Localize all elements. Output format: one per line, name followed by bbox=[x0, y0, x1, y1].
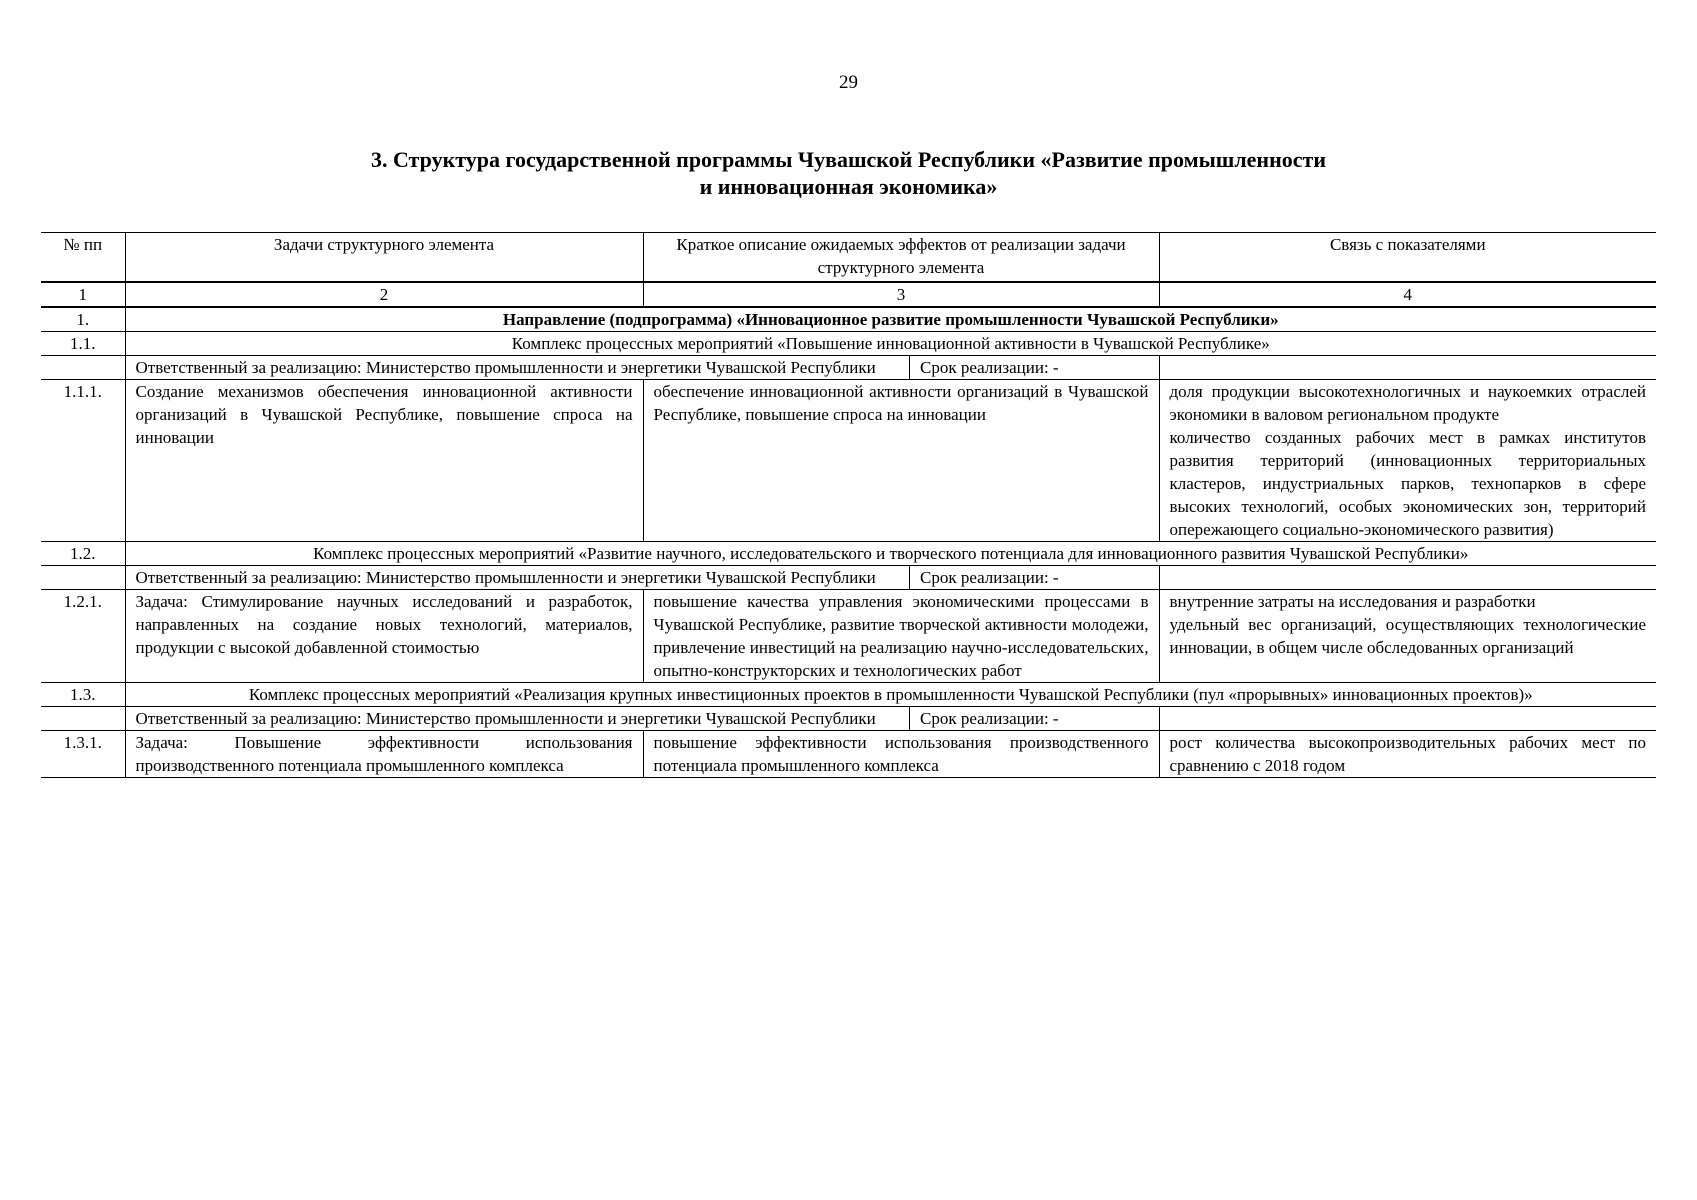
complex-title: Комплекс процессных мероприятий «Развитие научного, исследовательского и творческого потенциала для инновационного развития Чувашской Республики» bbox=[125, 542, 1656, 566]
term-cell bbox=[1159, 356, 1656, 380]
effect-text: обеспечение инновационной активности организаций в Чувашской Республике, повышение спроса на инновации bbox=[643, 380, 1159, 542]
task-text: Задача: Повышение эффективности использования производственного потенциала промышленного комплекса bbox=[125, 731, 643, 778]
indicators-cell bbox=[1159, 731, 1656, 778]
complex-title: Комплекс процессных мероприятий «Повышение инновационной активности в Чувашской Республике» bbox=[125, 332, 1656, 356]
effect-text: повышение эффективности использования производственного потенциала промышленного комплекса bbox=[643, 731, 1159, 778]
title-line-1: 3. Структура государственной программы Чувашской Республики «Развитие промышленности bbox=[370, 147, 1327, 172]
task-row bbox=[41, 380, 1656, 542]
complex-num: 1.2. bbox=[41, 542, 125, 566]
responsible-cell: Ответственный за реализацию: Министерство промышленности и энергетики Чувашской Республики bbox=[125, 566, 1159, 590]
direction-num: 1. bbox=[41, 307, 125, 332]
indicator-item: внутренние затраты на исследования и разработки bbox=[1169, 592, 1536, 611]
header-num: № пп bbox=[41, 233, 125, 283]
page-number: 29 bbox=[839, 72, 858, 93]
task-num: 1.1.1. bbox=[41, 380, 125, 542]
responsible-cell: Ответственный за реализацию: Министерство промышленности и энергетики Чувашской Республики bbox=[125, 356, 1159, 380]
responsible-cell: Ответственный за реализацию: Министерство промышленности и энергетики Чувашской Республики bbox=[125, 707, 1159, 731]
task-row bbox=[41, 590, 1656, 683]
term-label: Срок реализации: - bbox=[909, 566, 1059, 590]
indicators-cell bbox=[1159, 380, 1656, 542]
responsible-row bbox=[41, 356, 1656, 380]
term-cell bbox=[1159, 566, 1656, 590]
table-header-row bbox=[41, 233, 1656, 283]
complex-row bbox=[41, 542, 1656, 566]
header-indicators: Связь с показателями bbox=[1159, 233, 1656, 283]
column-number: 4 bbox=[1159, 282, 1656, 307]
structure-table bbox=[41, 232, 1656, 778]
page-title bbox=[200, 146, 1497, 200]
complex-row bbox=[41, 683, 1656, 707]
header-tasks: Задачи структурного элемента bbox=[125, 233, 643, 283]
effect-text: повышение качества управления экономическими процессами в Чувашской Республике, развитие творческой активности молодежи, привлечение инвестиций на реализацию научно-исследовательских, опытно-конструкторских и технологических работ bbox=[643, 590, 1159, 683]
task-num: 1.3.1. bbox=[41, 731, 125, 778]
responsible-row bbox=[41, 707, 1656, 731]
column-numbers-row bbox=[41, 282, 1656, 307]
empty-cell bbox=[41, 707, 125, 731]
indicator-item: рост количества высокопроизводительных рабочих мест по сравнению с 2018 годом bbox=[1169, 733, 1647, 775]
complex-num: 1.1. bbox=[41, 332, 125, 356]
column-number: 3 bbox=[643, 282, 1159, 307]
term-label: Срок реализации: - bbox=[909, 356, 1059, 380]
term-cell bbox=[1159, 707, 1656, 731]
term-label: Срок реализации: - bbox=[909, 707, 1059, 731]
indicator-item: удельный вес организаций, осуществляющих технологические инновации, в общем числе обследованных организаций bbox=[1169, 615, 1647, 657]
empty-cell bbox=[41, 356, 125, 380]
task-text: Задача: Стимулирование научных исследований и разработок, направленных на создание новых технологий, материалов, продукции с высокой добавленной стоимостью bbox=[125, 590, 643, 683]
complex-num: 1.3. bbox=[41, 683, 125, 707]
header-effects: Краткое описание ожидаемых эффектов от реализации задачи структурного элемента bbox=[643, 233, 1159, 283]
task-row bbox=[41, 731, 1656, 778]
column-number: 1 bbox=[41, 282, 125, 307]
complex-row bbox=[41, 332, 1656, 356]
task-num: 1.2.1. bbox=[41, 590, 125, 683]
responsible-row bbox=[41, 566, 1656, 590]
indicator-item: количество созданных рабочих мест в рамках институтов развития территорий (инновационных территориальных кластеров, индустриальных парков, технопарков в сфере высоких технологий, особых экономических зон, территорий опережающего социально-экономического развития) bbox=[1169, 428, 1647, 539]
task-text: Создание механизмов обеспечения инновационной активности организаций в Чувашской Республике, повышение спроса на инновации bbox=[125, 380, 643, 542]
title-line-2: и инновационная экономика» bbox=[699, 174, 998, 199]
column-number: 2 bbox=[125, 282, 643, 307]
direction-row bbox=[41, 307, 1656, 332]
indicator-item: доля продукции высокотехнологичных и наукоемких отраслей экономики в валовом региональном продукте bbox=[1169, 382, 1647, 424]
indicators-cell bbox=[1159, 590, 1656, 683]
empty-cell bbox=[41, 566, 125, 590]
complex-title: Комплекс процессных мероприятий «Реализация крупных инвестиционных проектов в промышленности Чувашской Республики (пул «прорывных» инновационных проектов)» bbox=[125, 683, 1656, 707]
direction-title: Направление (подпрограмма) «Инновационное развитие промышленности Чувашской Республики» bbox=[125, 307, 1656, 332]
